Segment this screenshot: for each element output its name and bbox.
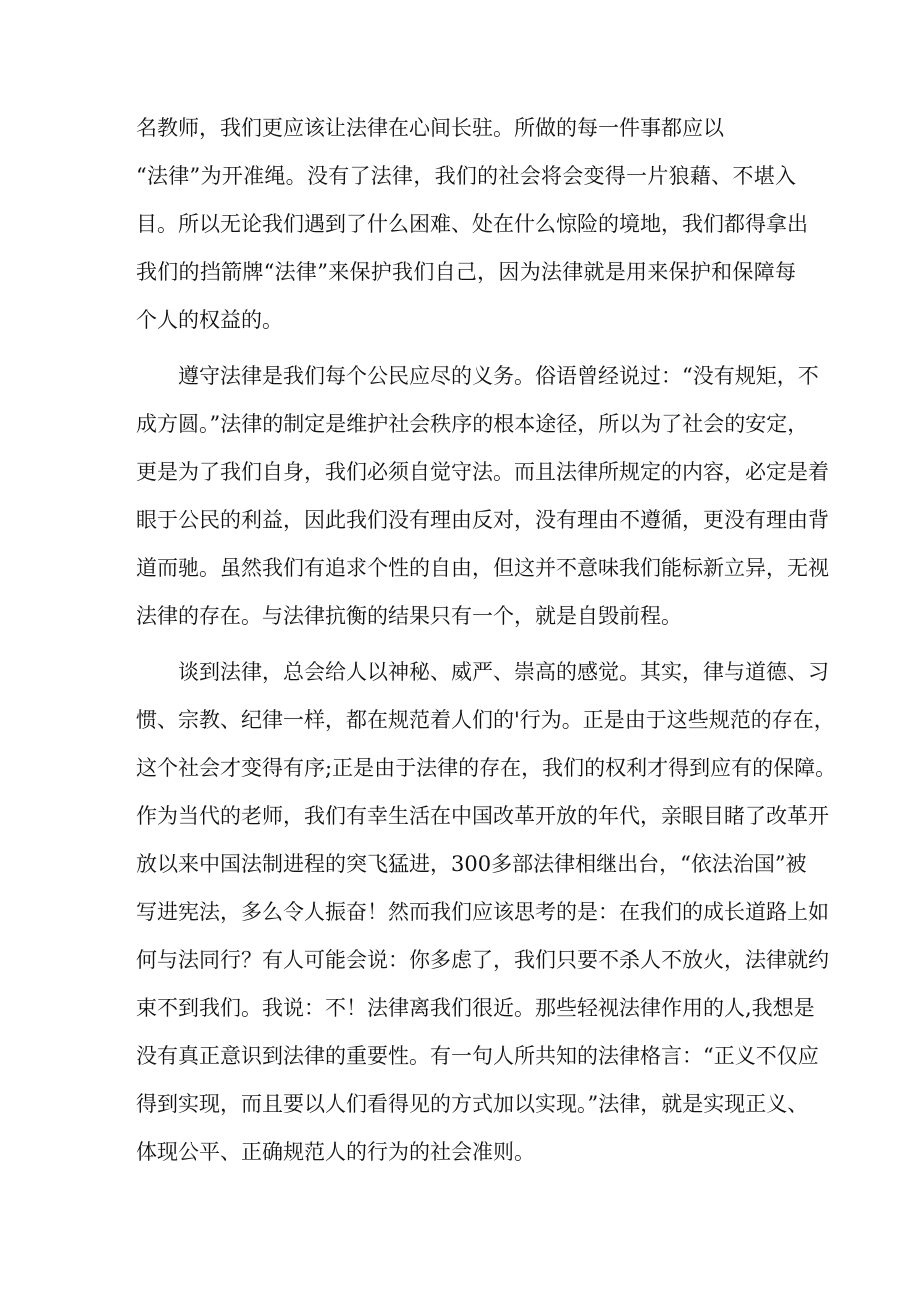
text-line: 写进宪法，多么令人振奋！然而我们应该思考的是：在我们的成长道路上如: [136, 900, 829, 924]
text-line: 我们的挡箭牌“法律”来保护我们自己，因为法律就是用来保护和保障每: [136, 260, 796, 284]
text-line: 这个社会才变得有序;正是由于法律的存在，我们的权利才得到应有的保障。: [136, 756, 837, 780]
text-line: 成方圆。”法律的制定是维护社会秩序的根本途径，所以为了社会的安定，: [136, 412, 809, 436]
text-line: 惯、宗教、纪律一样，都在规范着人们的'行为。正是由于这些规范的存在，: [136, 708, 835, 732]
text-line: 何与法同行？有人可能会说：你多虑了，我们只要不杀人不放火，法律就约: [136, 948, 829, 972]
text-line: 眼于公民的利益，因此我们没有理由反对，没有理由不遵循，更没有理由背: [136, 508, 829, 532]
text-line: 体现公平、正确规范人的行为的社会准则。: [136, 1140, 535, 1164]
text-line: 更是为了我们自身，我们必须自觉守法。而且法律所规定的内容，必定是着: [136, 460, 829, 484]
document-body: [136, 104, 837, 1176]
text-line: 目。所以无论我们遇到了什么困难、处在什么惊险的境地，我们都得拿出: [136, 212, 808, 236]
text-line: “法律”为开准绳。没有了法律，我们的社会将会变得一片狼藉、不堪入: [136, 164, 796, 188]
paragraph: [136, 648, 837, 1176]
paragraph: [136, 104, 808, 344]
text-line: 法律的存在。与法律抗衡的结果只有一个，就是自毁前程。: [136, 604, 682, 628]
text-line: 名教师，我们更应该让法律在心间长驻。所做的每一件事都应以: [136, 116, 724, 140]
text-line: 束不到我们。我说：不！法律离我们很近。那些轻视法律作用的人,我想是: [136, 996, 815, 1020]
text-line: 作为当代的老师，我们有幸生活在中国改革开放的年代，亲眼目睹了改革开: [136, 804, 829, 828]
text-line: 道而驰。虽然我们有追求个性的自由，但这并不意味我们能标新立异，无视: [136, 556, 829, 580]
text-line: 没有真正意识到法律的重要性。有一句人所共知的法律格言：“正义不仅应: [136, 1044, 819, 1068]
text-line: 谈到法律，总会给人以神秘、威严、崇高的感觉。其实，律与道德、习: [178, 660, 829, 684]
paragraph: [136, 352, 829, 640]
text-line: 个人的权益的。: [136, 308, 283, 332]
text-line: 放以来中国法制进程的突飞猛进，300多部法律相继出台，“依法治国”被: [136, 852, 807, 876]
text-line: 遵守法律是我们每个公民应尽的义务。俗语曾经说过：“没有规矩，不: [178, 364, 819, 388]
text-line: 得到实现，而且要以人们看得见的方式加以实现。”法律，就是实现正义、: [136, 1092, 809, 1116]
